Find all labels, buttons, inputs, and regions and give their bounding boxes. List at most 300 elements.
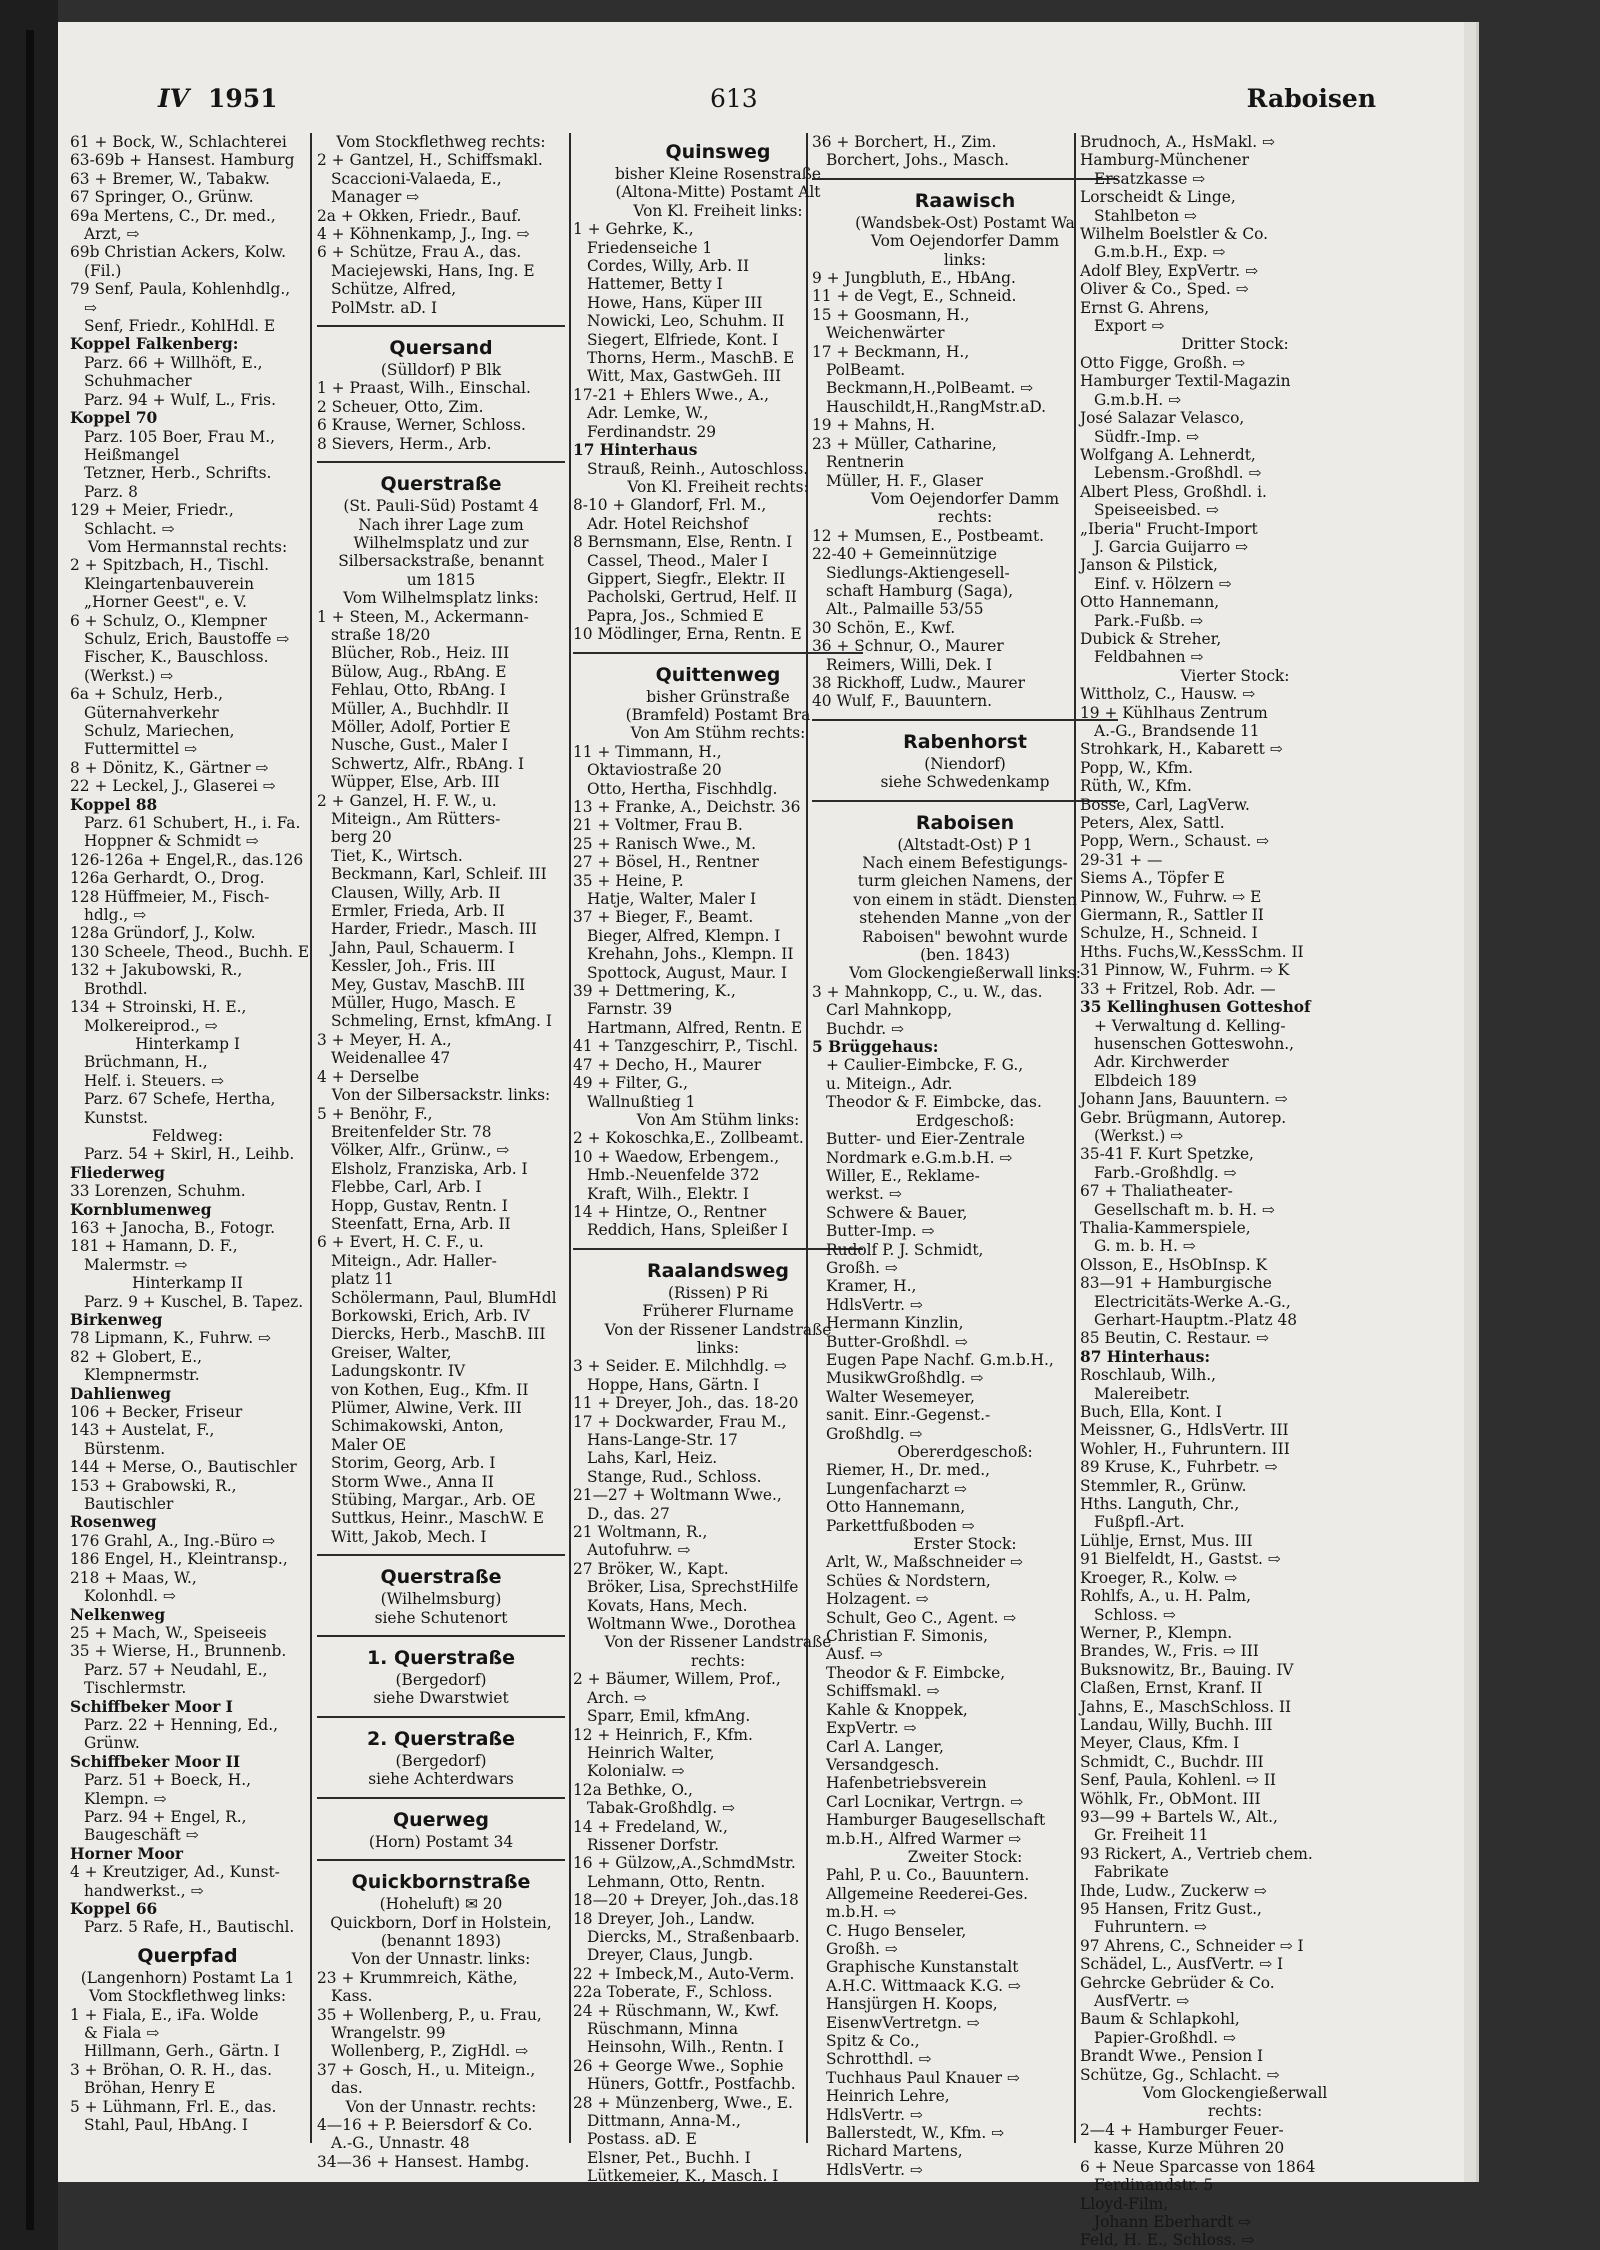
header-keyword: Raboisen (1246, 84, 1376, 113)
entry-line: Heinrich Walter, (587, 1743, 715, 1762)
entry-line: Hoppe, Hans, Gärtn. I (587, 1375, 760, 1394)
entry-line: 79 Senf, Paula, Kohlenhdlg., (70, 280, 291, 299)
entry-line: Export ⇨ (1094, 317, 1165, 336)
entry-line: Steenfatt, Erna, Arb. II (331, 1214, 511, 1233)
entry-line: 23 + Müller, Catharine, (812, 434, 997, 453)
entry-line: 19 + Kühlhaus Zentrum (1080, 703, 1268, 722)
entry-line: J. Garcia Guijarro ⇨ (1094, 537, 1249, 556)
section-note: siehe Schutenort (374, 1608, 508, 1627)
entry-line: 28 + Münzenberg, Wwe., E. (573, 2093, 793, 2112)
entry-line: Manager ⇨ (331, 188, 420, 207)
section-note: Vom Glockengießerwall links: (849, 964, 1081, 983)
entry-line: 176 Grahl, A., Ing.-Büro ⇨ (70, 1531, 276, 1550)
entry-line: Arzt, ⇨ (84, 225, 140, 244)
section-note: Nach ihrer Lage zum (358, 515, 524, 534)
section-note: (Bergedorf) (395, 1751, 487, 1770)
entry-line: Schädel, L., AusfVertr. ⇨ I (1080, 1955, 1284, 1974)
entry-line: 1 + Steen, M., Ackermann- (317, 607, 529, 626)
entry-line: Elsholz, Franziska, Arb. I (331, 1159, 528, 1178)
section-note: Hinterkamp II (132, 1274, 243, 1293)
entry-line: 47 + Decho, H., Maurer (573, 1055, 762, 1074)
entry-line: 126a Gerhardt, O., Drog. (70, 869, 265, 888)
entry-line: Gebr. Brügmann, Autorep. (1080, 1108, 1287, 1127)
entry-line: 11 + Dreyer, Joh., das. 18-20 (573, 1394, 799, 1413)
entry-line: 22 + Leckel, J., Glaserei ⇨ (70, 777, 276, 796)
entry-line: Großh. ⇨ (826, 1939, 898, 1958)
entry-line: Albert Pless, Großhdl. i. (1080, 482, 1267, 501)
entry-line: Einf. v. Hölzern ⇨ (1094, 574, 1232, 593)
entry-line: Gehrcke Gebrüder & Co. (1080, 1973, 1275, 1992)
section-label: Birkenweg (70, 1311, 163, 1329)
entry-line: Großhdlg. ⇨ (826, 1424, 923, 1443)
entry-line: Thorns, Herm., MaschB. E (587, 349, 795, 368)
entry-line: 29-31 + — (1080, 850, 1163, 869)
section-note: Von der Rissener Landstraße (604, 1320, 832, 1339)
section-label: Kornblumenweg (70, 1200, 212, 1219)
entry-line: José Salazar Velasco, (1080, 409, 1245, 428)
entry-line: 67 + Thaliatheater- (1080, 1182, 1233, 1201)
entry-line: Reimers, Willi, Dek. I (826, 655, 993, 674)
entry-line: Schloss. ⇨ (1094, 1605, 1176, 1624)
entry-line: 82 + Globert, E., (70, 1347, 203, 1366)
entry-line: Adr. Lemke, W., (587, 404, 709, 423)
entry-line: 35 + Wierse, H., Brunnenb. (70, 1642, 287, 1661)
entry-line: 128 Hüffmeier, M., Fisch- (70, 887, 270, 906)
entry-line: 18 Dreyer, Joh., Landw. (573, 1909, 755, 1928)
entry-line: Howe, Hans, Küper III (587, 293, 763, 312)
entry-line: 37 + Gosch, H., u. Miteign., (317, 2060, 536, 2079)
entry-line: Kolonhdl. ⇨ (84, 1587, 176, 1606)
entry-line: 6 + Schulz, O., Klempner (70, 611, 268, 630)
entry-line: Rentnerin (826, 453, 905, 472)
entry-line: Lehmann, Otto, Rentn. (587, 1872, 766, 1891)
entry-line: Müller, A., Buchhdlr. II (331, 699, 509, 718)
entry-line: 36 + Borchert, H., Zim. (812, 133, 997, 151)
column-4 (812, 133, 1118, 2179)
entry-line: Flebbe, Carl, Arb. I (331, 1178, 482, 1197)
entry-line: 17 + Dockwarder, Frau M., (573, 1412, 787, 1431)
entry-line: 24 + Rüschmann, W., Kwf. (573, 2001, 780, 2020)
entry-line: 11 + Timmann, H., (573, 742, 722, 761)
entry-line: 3 + Mahnkopp, C., u. W., das. (812, 982, 1043, 1001)
entry-line: Hoppner & Schmidt ⇨ (84, 832, 259, 851)
entry-line: Schrotthdl. ⇨ (826, 2050, 932, 2069)
entry-line: Wittholz, C., Hausw. ⇨ (1080, 685, 1256, 704)
entry-line: Dreyer, Claus, Jungb. (587, 1946, 754, 1965)
entry-line: 163 + Janocha, B., Fotogr. (70, 1218, 276, 1237)
section-label: Horner Moor (70, 1844, 184, 1863)
entry-line: von Kothen, Eug., Kfm. II (331, 1380, 529, 1399)
entry-line: 144 + Merse, O., Bautischler (70, 1458, 297, 1477)
entry-line: Kraft, Wilh., Elektr. I (587, 1184, 749, 1203)
entry-line: Autofuhrw. ⇨ (587, 1541, 691, 1560)
column-5 (1080, 133, 1390, 2250)
entry-line: 2a + Okken, Friedr., Bauf. (317, 206, 522, 225)
entry-line: Parz. 9 + Kuschel, B. Tapez. (84, 1292, 304, 1311)
entry-line: D., das. 27 (587, 1504, 670, 1523)
entry-line: Kroeger, R., Kolw. ⇨ (1080, 1568, 1238, 1587)
entry-line: + Verwaltung d. Kelling- (1094, 1016, 1286, 1035)
entry-line: 134 + Stroinski, H. E., (70, 998, 247, 1017)
section-label: Koppel 70 (70, 409, 158, 428)
entry-line: 39 + Dettmering, K., (573, 982, 736, 1001)
entry-line: u. Miteign., Adr. (826, 1074, 953, 1093)
entry-line: Parz. 54 + Skirl, H., Leihb. (84, 1145, 295, 1164)
section-label: Dahlienweg (70, 1384, 171, 1403)
section-rule (317, 461, 565, 463)
entry-line: Roschlaub, Wilh., (1080, 1366, 1217, 1385)
entry-line: 4 + Köhnenkamp, J., Ing. ⇨ (317, 225, 530, 244)
entry-line: 8 Sievers, Herm., Arb. (317, 434, 492, 453)
entry-line: Parz. 61 Schubert, H., i. Fa. (84, 814, 301, 833)
entry-line: Hmb.-Neuenfelde 372 (587, 1166, 760, 1185)
street-heading: Quittenweg (655, 663, 781, 686)
entry-line: Schölermann, Paul, BlumHdl (331, 1288, 557, 1307)
entry-line: 69a Mertens, C., Dr. med., (70, 206, 276, 225)
entry-line: Bröhan, Henry E (84, 2079, 216, 2098)
section-label: 35 Kellinghusen Gotteshof (1080, 998, 1311, 1017)
street-heading: Rabenhorst (903, 730, 1027, 753)
entry-line: Riemer, H., Dr. med., (826, 1461, 990, 1480)
section-note: (Bramfeld) Postamt Bra (625, 705, 811, 724)
entry-line: Pinnow, W., Fuhrw. ⇨ E (1080, 887, 1262, 906)
entry-line: 78 Lipmann, K., Fuhrw. ⇨ (70, 1329, 271, 1348)
entry-line: Hüners, Gottfr., Postfachb. (587, 2075, 796, 2094)
column-divider (310, 133, 312, 2143)
entry-line: Lahs, Karl, Heiz. (587, 1449, 718, 1468)
entry-line: 93—99 + Bartels W., Alt., (1080, 1807, 1278, 1826)
entry-line: Hamburger Textil-Magazin (1080, 372, 1291, 391)
entry-line: 12 + Mumsen, E., Postbeamt. (812, 526, 1045, 545)
entry-line: G.m.b.H. ⇨ (1094, 390, 1181, 409)
section-rule (317, 1554, 565, 1556)
entry-line: Buchdr. ⇨ (826, 1019, 904, 1038)
section-note: Wilhelmsplatz und zur (353, 533, 529, 552)
street-heading: Querweg (393, 1808, 489, 1831)
entry-line: Otto Hannemann, (826, 1498, 966, 1517)
entry-line: Jahns, E., MaschSchloss. II (1080, 1697, 1292, 1716)
entry-line: 25 + Mach, W., Speiseeis (70, 1623, 267, 1642)
entry-line: 49 + Filter, G., (573, 1074, 689, 1093)
entry-line: Meyer, Claus, Kfm. I (1080, 1734, 1240, 1753)
section-label: 17 Hinterhaus (573, 441, 698, 460)
entry-line: 95 Hansen, Fritz Gust., (1080, 1900, 1262, 1918)
entry-line: Theodor & F. Eimbcke, das. (826, 1093, 1042, 1112)
entry-line: Hatje, Walter, Maler I (587, 890, 757, 909)
entry-line: Popp, W., Kfm. (1080, 758, 1193, 777)
entry-line: Theodor & F. Eimbcke, (826, 1663, 1006, 1682)
entry-line: Schlacht. ⇨ (84, 519, 175, 538)
entry-line: Heißmangel (84, 445, 180, 464)
entry-line: 61 + Bock, W., Schlachterei (70, 133, 287, 151)
entry-line: 3 + Seider. E. Milchhdlg. ⇨ (573, 1357, 787, 1376)
entry-line: 21—27 + Woltmann Wwe., (573, 1486, 782, 1505)
entry-line: Olsson, E., HsObInsp. K (1080, 1255, 1268, 1274)
entry-line: Richard Martens, (826, 2142, 963, 2161)
entry-line: Gr. Freiheit 11 (1094, 1826, 1209, 1845)
entry-line: Siedlungs-Aktiengesell- (826, 563, 1010, 582)
section-note: Von der Unnastr. links: (351, 1950, 531, 1969)
entry-line: Baugeschäft ⇨ (84, 1826, 199, 1845)
entry-line: 3 + Meyer, H. A., (317, 1030, 452, 1049)
section-note: Hinterkamp I (135, 1034, 240, 1053)
entry-line: 4—16 + P. Beiersdorf & Co. (317, 2115, 533, 2134)
entry-line: 21 Woltmann, R., (573, 1523, 708, 1542)
entry-line: Nordmark e.G.m.b.H. ⇨ (826, 1148, 1013, 1167)
entry-line: Hermann Kinzlin, (826, 1314, 964, 1333)
street-heading: Querpfad (137, 1944, 238, 1967)
entry-line: 34—36 + Hansest. Hambg. (317, 2152, 530, 2171)
entry-line: Hopp, Gustav, Rentn. I (331, 1196, 508, 1215)
section-note: (ben. 1843) (920, 946, 1010, 965)
entry-line: Gesellschaft m. b. H. ⇨ (1094, 1200, 1275, 1219)
entry-line: Fuhruntern. ⇨ (1094, 1918, 1207, 1937)
entry-line: Schütze, Gg., Schlacht. ⇨ (1080, 2065, 1280, 2084)
entry-line: Reddich, Hans, Spleißer I (587, 1221, 788, 1240)
entry-line: Nowicki, Leo, Schuhm. II (587, 312, 785, 331)
entry-line: sanit. Einr.-Gegenst.- (826, 1406, 991, 1425)
entry-line: Kahle & Knoppek, (826, 1700, 968, 1719)
entry-line: Hattemer, Betty I (587, 275, 723, 294)
street-heading: Querstraße (380, 1566, 502, 1589)
entry-line: Elsner, Pet., Buchh. I (587, 2148, 751, 2167)
entry-line: Rüth, W., Kfm. (1080, 777, 1192, 796)
entry-line: „Iberia" Frucht-Import (1080, 519, 1258, 538)
entry-line: Otto Figge, Großh. ⇨ (1080, 353, 1246, 372)
entry-line: (Fil.) (84, 261, 122, 280)
entry-line: 4 + Derselbe (317, 1067, 420, 1086)
entry-line: Hths. Fuchs,W.,KessSchm. II (1080, 942, 1304, 961)
entry-line: Klempnermstr. (84, 1366, 200, 1385)
entry-line: Stahl, Paul, HbAng. I (84, 2116, 248, 2135)
entry-line: & Fiala ⇨ (84, 2024, 160, 2043)
entry-line: Beckmann, Karl, Schleif. III (331, 865, 547, 884)
entry-line: Brandes, W., Fris. ⇨ III (1080, 1642, 1259, 1661)
entry-line: Großh. ⇨ (826, 1258, 898, 1277)
entry-line: Willer, E., Reklame- (826, 1166, 980, 1185)
entry-line: Papra, Jos., Schmied E (587, 606, 764, 625)
entry-line: Kunstst. (84, 1108, 149, 1127)
entry-line: Parz. 8 (84, 482, 138, 501)
entry-line: Schües & Nordstern, (826, 1571, 991, 1590)
entry-line: HdlsVertr. ⇨ (826, 2160, 923, 2179)
entry-line: A.-G., Unnastr. 48 (331, 2134, 470, 2153)
entry-line: Landau, Willy, Buchh. III (1080, 1715, 1273, 1734)
section-label: Schiffbeker Moor II (70, 1752, 241, 1771)
entry-line: Schwere & Bauer, (826, 1203, 968, 1222)
entry-line: Stange, Rud., Schloss. (587, 1467, 762, 1486)
entry-line: Ferdinandstr. 29 (587, 422, 717, 441)
entry-line: Ihde, Ludw., Zuckerw ⇨ (1080, 1881, 1267, 1900)
entry-line: Schütze, Alfred, (331, 280, 457, 299)
entry-line: 40 Wulf, F., Bauuntern. (812, 692, 993, 711)
entry-line: Malereibetr. (1094, 1384, 1191, 1403)
section-note: turm gleichen Namens, der (857, 872, 1073, 891)
entry-line: Schulz, Mariechen, (84, 722, 235, 740)
entry-line: Brandt Wwe., Pension I (1080, 2047, 1264, 2066)
section-note: rechts: (937, 508, 993, 527)
entry-line: Hartmann, Alfred, Rentn. E (587, 1018, 803, 1037)
section-note: (Hoheluft) ✉ 20 (379, 1895, 503, 1914)
page-number: 613 (710, 84, 758, 113)
section-note: Feldweg: (151, 1126, 224, 1145)
entry-line: Ersatzkasse ⇨ (1094, 169, 1206, 188)
entry-line: 38 Rickhoff, Ludw., Maurer (812, 673, 1025, 692)
entry-line: 33 + Fritzel, Rob. Adr. — (1080, 979, 1276, 998)
entry-line: Parz. 5 Rafe, H., Bautischl. (84, 1918, 295, 1937)
section-note: Vom Oejendorfer Damm (870, 489, 1060, 508)
entry-line: 6 + Neue Sparcasse von 1864 (1080, 2157, 1316, 2176)
section-note: Vierter Stock: (1180, 666, 1290, 685)
entry-line: 14 + Hintze, O., Rentner (573, 1202, 767, 1221)
street-heading: Quinsweg (665, 141, 771, 163)
street-heading: Quickbornstraße (351, 1871, 531, 1894)
entry-line: Heinrich Lehre, (826, 2087, 950, 2106)
entry-line: Parz. 94 + Wulf, L., Fris. (84, 390, 276, 409)
entry-line: 16 + Gülzow,,A.,SchmdMstr. (573, 1854, 796, 1873)
entry-line: Kramer, H., (826, 1277, 917, 1296)
entry-line: Giermann, R., Sattler II (1080, 906, 1264, 925)
entry-line: Arlt, W., Maßschneider ⇨ (826, 1553, 1023, 1572)
entry-line: 2 + Gantzel, H., Schiffsmakl. (317, 151, 543, 170)
entry-line: Cordes, Willy, Arb. II (587, 257, 750, 276)
entry-line: Lorscheidt & Linge, (1080, 188, 1236, 207)
entry-line: Tabak-Großhdlg. ⇨ (587, 1799, 735, 1818)
entry-line: Müller, Hugo, Masch. E (331, 994, 516, 1013)
entry-line: Schulze, H., Schneid. I (1080, 924, 1258, 943)
entry-line: Schmeling, Ernst, kfmAng. I (331, 1012, 552, 1031)
entry-line: Brothdl. (84, 979, 148, 998)
section-note: Zweiter Stock: (907, 1847, 1023, 1866)
entry-line: berg 20 (331, 828, 392, 847)
entry-line: Carl A. Langer, (826, 1737, 944, 1756)
section-label: Koppel 88 (70, 795, 158, 814)
section-note: Von Kl. Freiheit rechts: (627, 477, 809, 496)
entry-line: Arch. ⇨ (587, 1688, 647, 1707)
entry-line: 6a + Schulz, Herb., (70, 685, 223, 704)
entry-line: 6 + Evert, H. C. F., u. (317, 1233, 484, 1252)
entry-line: Hillmann, Gerh., Gärtn. I (84, 2042, 280, 2061)
entry-line: 93 Rickert, A., Vertrieb chem. (1080, 1844, 1313, 1863)
section-note: (Rissen) P Ri (668, 1283, 768, 1302)
section-note: Erster Stock: (913, 1535, 1017, 1554)
section-note: rechts: (690, 1651, 746, 1670)
entry-line: Rohlfs, A., u. H. Palm, (1080, 1587, 1252, 1606)
entry-line: Breitenfelder Str. 78 (331, 1122, 492, 1141)
entry-line: Baum & Schlapkohl, (1080, 2010, 1240, 2029)
entry-line: Hansjürgen H. Koops, (826, 1995, 998, 2014)
entry-line: Molkereiprod., ⇨ (84, 1016, 218, 1035)
entry-line: 89 Kruse, K., Fuhrbetr. ⇨ (1080, 1458, 1278, 1477)
entry-line: Wilhelm Boelstler & Co. (1080, 225, 1269, 244)
entry-line: Siems A., Töpfer E (1080, 869, 1225, 888)
section-rule (317, 1716, 565, 1718)
entry-line: Farnstr. 39 (587, 1000, 673, 1019)
section-note: um 1815 (406, 570, 476, 589)
section-note: (benannt 1893) (380, 1931, 502, 1950)
entry-line: Tischlermstr. (84, 1679, 187, 1698)
entry-line: 130 Scheele, Theod., Buchh. E (70, 942, 310, 961)
entry-line: Klempn. ⇨ (84, 1789, 167, 1808)
entry-line: Dittmann, Anna-M., (587, 2112, 741, 2131)
entry-line: Adr. Kirchwerder (1094, 1053, 1229, 1072)
entry-line: Wohler, H., Fuhruntern. III (1080, 1439, 1290, 1458)
entry-line: Hauschildt,H.,RangMstr.aD. (826, 397, 1047, 416)
entry-line: Wollenberg, P., ZigHdl. ⇨ (331, 2042, 529, 2061)
entry-line: Malermstr. ⇨ (84, 1255, 188, 1274)
entry-line: Parz. 105 Boer, Frau M., (84, 427, 276, 446)
entry-line: Rüschmann, Minna (587, 2020, 738, 2038)
entry-line: Hamburg-Münchener (1080, 151, 1249, 170)
section-note: siehe Achterdwars (368, 1770, 514, 1789)
entry-line: Tetzner, Herb., Schrifts. (84, 464, 272, 483)
entry-line: Feld, H. E., Schloss. ⇨ (1080, 2231, 1255, 2250)
entry-line: Butter-Imp. ⇨ (826, 1222, 935, 1241)
entry-line: Allgemeine Reederei-Ges. (826, 1884, 1029, 1903)
entry-line: Parz. 66 + Willhöft, E., (84, 353, 263, 372)
entry-line: 18—20 + Dreyer, Joh.,das.18 (573, 1891, 799, 1910)
entry-line: 106 + Becker, Friseur (70, 1403, 243, 1422)
entry-line: Peters, Alex, Sattl. (1080, 814, 1225, 833)
entry-line: Schiffsmakl. ⇨ (826, 1682, 940, 1701)
entry-line: 23 + Krummreich, Käthe, (317, 1968, 518, 1987)
entry-line: Elbdeich 189 (1094, 1071, 1197, 1090)
section-note: (Altstadt-Ost) P 1 (897, 835, 1033, 854)
entry-line: Strauß, Reinh., Autoschloss. (587, 459, 809, 478)
entry-line: Ermler, Frieda, Arb. II (331, 902, 505, 921)
entry-line: Meissner, G., HdlsVertr. III (1080, 1421, 1289, 1440)
section-note: Dritter Stock: (1181, 335, 1289, 354)
entry-line: 218 + Maas, W., (70, 1568, 197, 1587)
entry-line: Spottock, August, Maur. I (587, 963, 788, 982)
entry-line: Hafenbetriebsverein (826, 1774, 987, 1793)
street-heading: 2. Querstraße (366, 1727, 516, 1750)
entry-line: 35 + Wollenberg, P., u. Frau, (317, 2005, 542, 2024)
entry-line: Suttkus, Heinr., MaschW. E (331, 1509, 544, 1528)
entry-line: platz 11 (331, 1270, 394, 1289)
entry-line: PolBeamt. (826, 361, 906, 380)
entry-line: 35-41 F. Kurt Spetzke, (1080, 1145, 1254, 1164)
entry-line: Dubick & Streher, (1080, 629, 1222, 648)
entry-line: Parz. 51 + Boeck, H., (84, 1771, 251, 1790)
entry-line: Diercks, M., Straßenbaarb. (587, 1927, 800, 1946)
section-note: Silbersackstraße, benannt (338, 552, 544, 571)
entry-line: 128a Gründorf, J., Kolw. (70, 924, 256, 943)
entry-line: Farb.-Großhdlg. ⇨ (1094, 1163, 1237, 1182)
entry-line: Fabrikate (1094, 1863, 1169, 1882)
section-note: Vom Hermannstal rechts: (87, 537, 288, 556)
entry-line: ExpVertr. ⇨ (826, 1719, 917, 1738)
entry-line: 25 + Ranisch Wwe., M. (573, 834, 756, 853)
entry-line: A.-G., Brandsende 11 (1094, 722, 1260, 740)
entry-line: Wallnußtieg 1 (587, 1092, 696, 1111)
entry-line: 85 Beutin, C. Restaur. ⇨ (1080, 1329, 1269, 1348)
entry-line: Versandgesch. (826, 1755, 940, 1774)
entry-line: Mey, Gustav, MaschB. III (331, 975, 526, 994)
entry-line: Miteign., Am Rütters- (331, 810, 501, 828)
entry-line: Maciejewski, Hans, Ing. E (331, 261, 535, 280)
entry-line: Tiet, K., Wirtsch. (331, 846, 463, 865)
column-2 (317, 133, 565, 2171)
section-label: Schiffbeker Moor I (70, 1697, 233, 1716)
entry-line: + Caulier-Eimbcke, F. G., (826, 1056, 1024, 1075)
section-note: (Wilhelmsburg) (380, 1590, 502, 1609)
entry-line: Stübing, Margar., Arb. OE (331, 1491, 536, 1510)
entry-line: Heinsohn, Wilh., Rentn. I (587, 2038, 784, 2057)
entry-line: Brüchmann, H., (84, 1053, 208, 1072)
entry-line: Schmidt, C., Buchdr. III (1080, 1752, 1264, 1771)
section-note: Quickborn, Dorf in Holstein, (330, 1913, 552, 1932)
